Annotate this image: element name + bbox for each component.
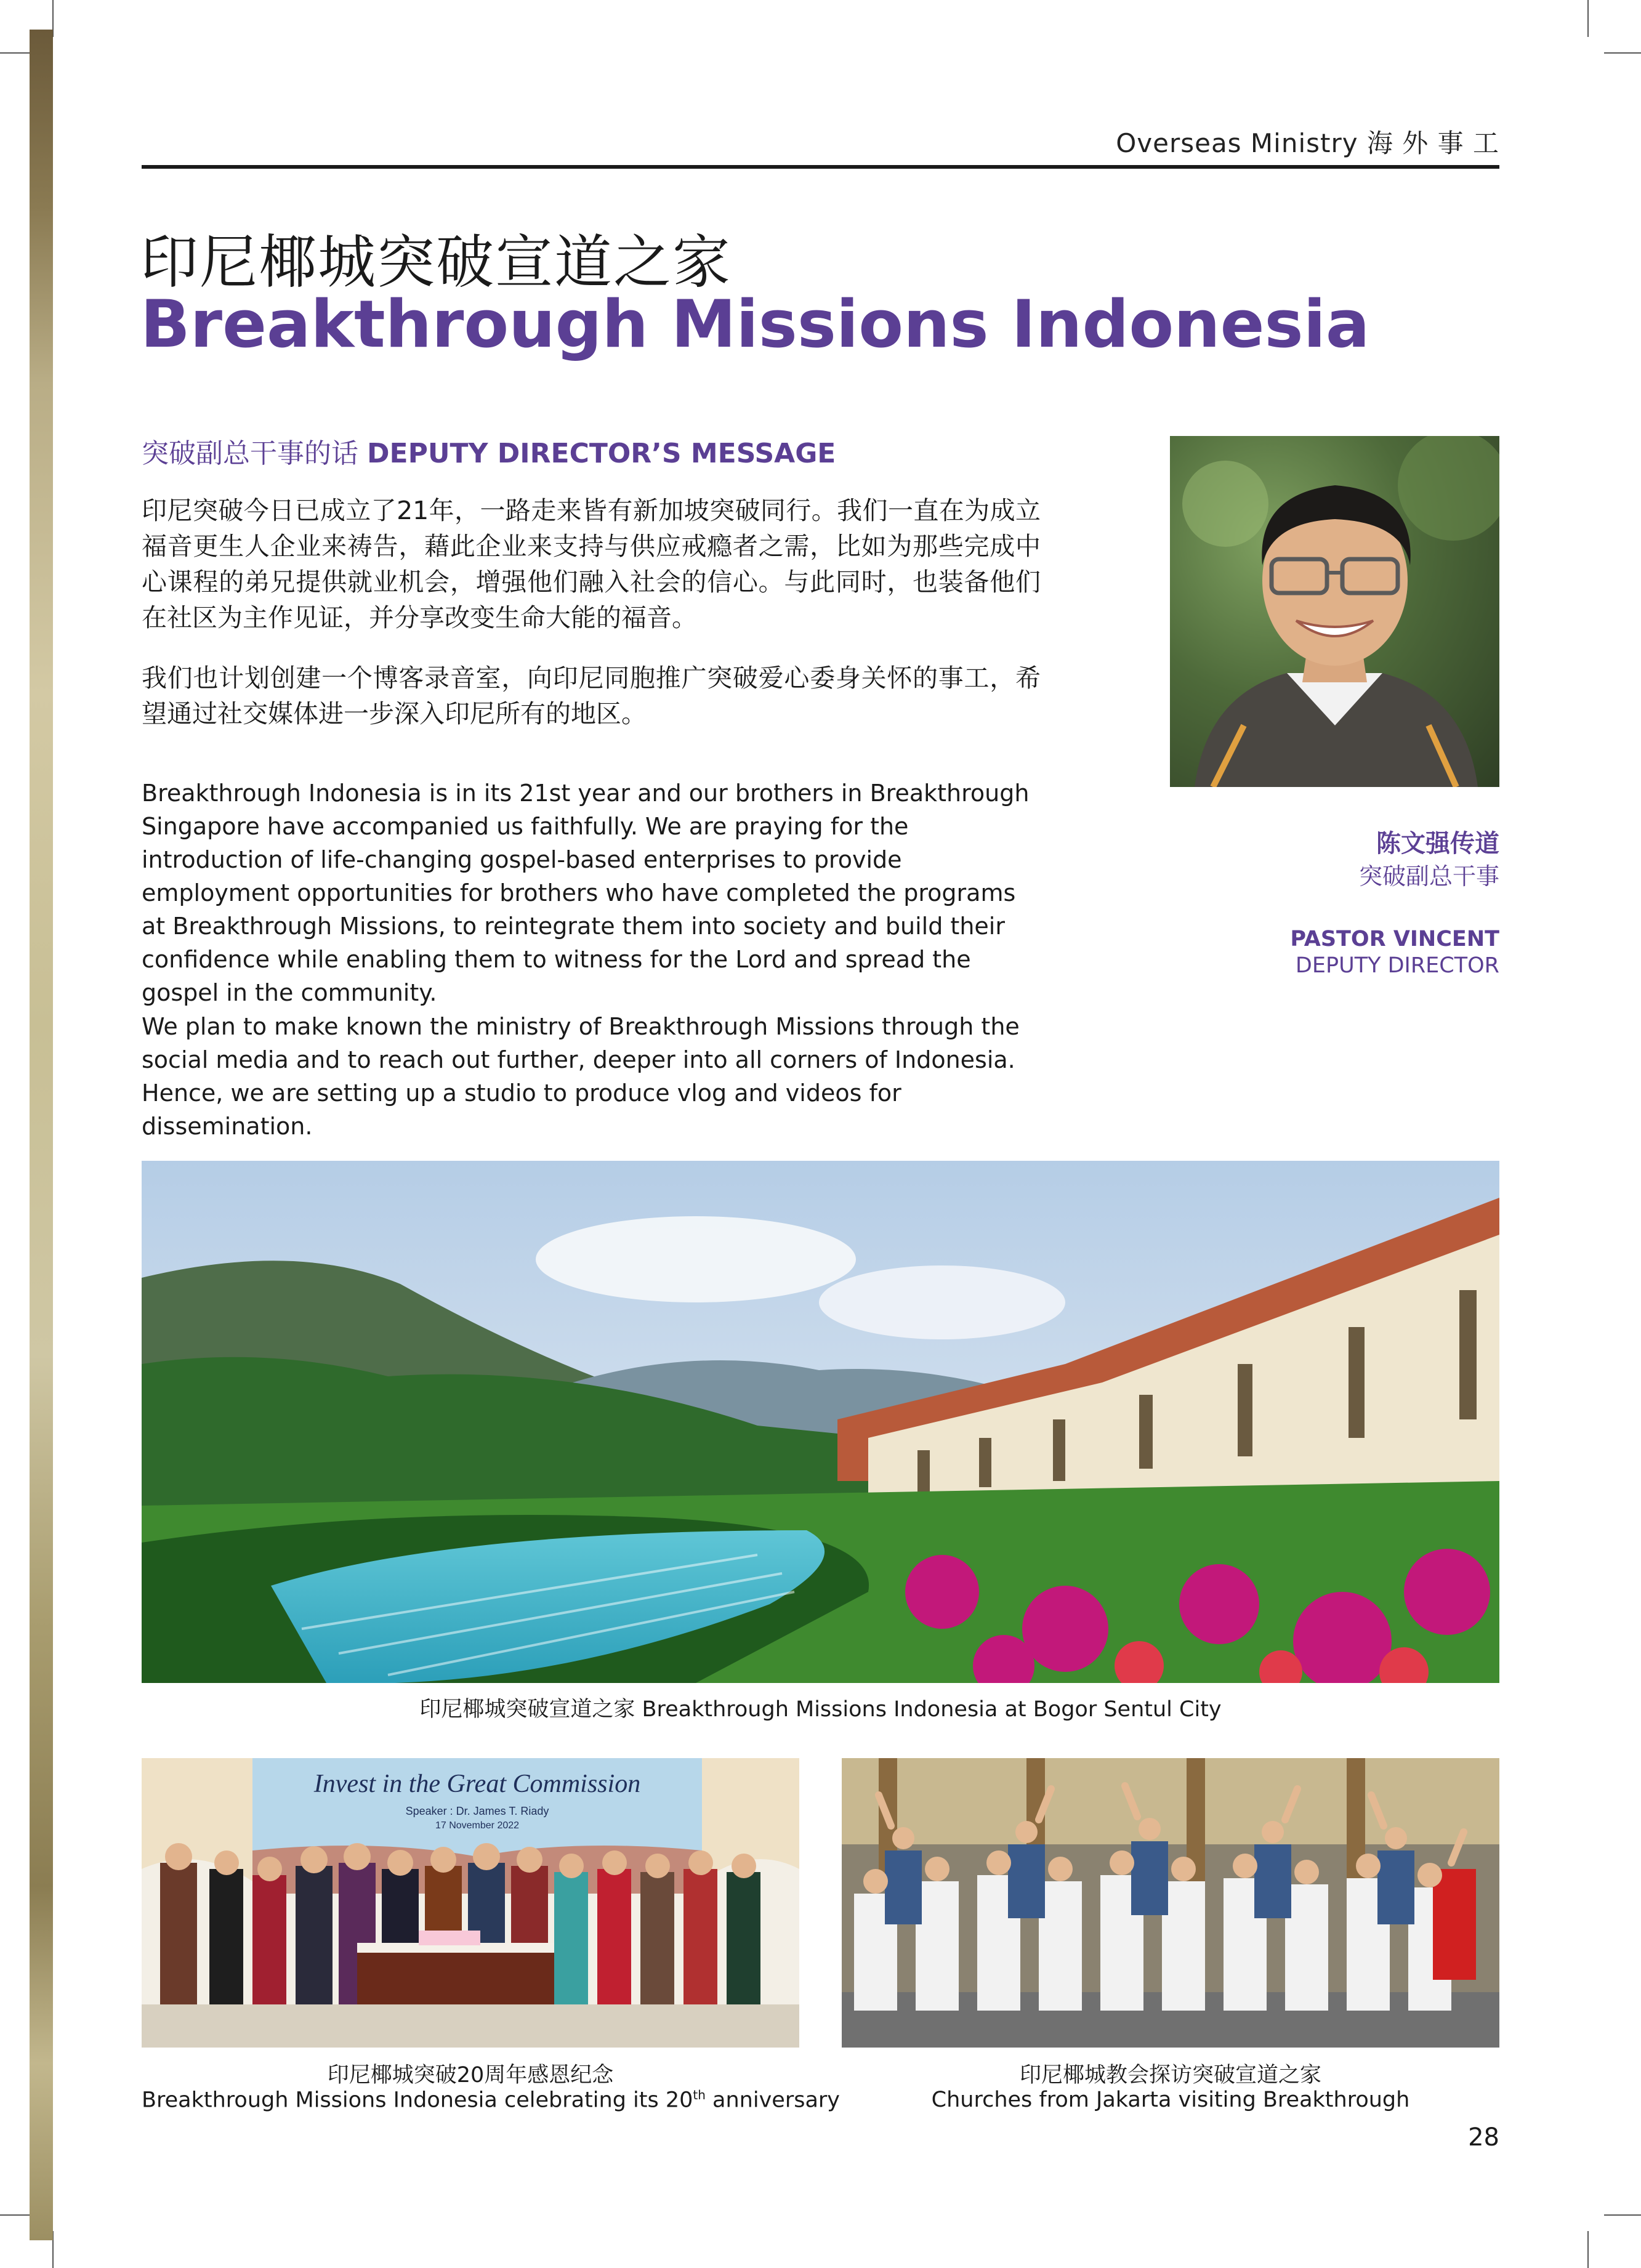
caption-left-en-text: Breakthrough Missions Indonesia celebrating its 20 bbox=[142, 2088, 693, 2113]
portrait-name-en: PASTOR VINCENT bbox=[1290, 927, 1499, 951]
crop-mark bbox=[1587, 2231, 1589, 2268]
banner-date: 17 November 2022 bbox=[435, 1820, 520, 1831]
caption-left-cn: 印尼椰城突破20周年感恩纪念 bbox=[327, 2063, 614, 2088]
body-paragraph-cn-2: 我们也计划创建一个博客录音室，向印尼同胞推广突破爱心委身关怀的事工，希望通过社交媒体进一步深入印尼所有的地区。 bbox=[142, 663, 1041, 728]
portrait-role-cn: 突破副总干事 bbox=[1358, 863, 1499, 890]
crop-mark bbox=[1604, 52, 1641, 54]
caption-left-en-sup: th bbox=[693, 2088, 706, 2102]
body-paragraph-en-2: We plan to make known the ministry of Breakthrough Missions through the social media and to reach out further, deeper into all corners of Indonesia. Hence, we are setting up a studio to produce vlog and videos for dissemination. bbox=[142, 1013, 1020, 1140]
page-title-chinese: 印尼椰城突破宣道之家 bbox=[140, 229, 732, 296]
photo-20th-anniversary bbox=[142, 1758, 799, 2048]
page-number: 28 bbox=[1468, 2123, 1499, 2152]
caption-main-photo: 印尼椰城突破宣道之家 Breakthrough Missions Indonesia at Bogor Sentul City bbox=[419, 1697, 1222, 1722]
section-heading-en: DEPUTY DIRECTOR’S MESSAGE bbox=[367, 438, 836, 469]
section-header: Overseas Ministry 海 外 事 工 bbox=[1116, 128, 1499, 158]
section-heading bbox=[142, 431, 836, 470]
caption-left-en-text-end: anniversary bbox=[705, 2088, 841, 2113]
caption-right-cn: 印尼椰城教会探访突破宣道之家 bbox=[1019, 2063, 1321, 2088]
portrait-role-en: DEPUTY DIRECTOR bbox=[1295, 953, 1499, 978]
crop-mark bbox=[1587, 0, 1589, 37]
photo-churches-visiting bbox=[842, 1758, 1499, 2048]
section-heading-cn: 突破副总干事的话 bbox=[142, 438, 358, 469]
portrait-name-cn: 陈文强传道 bbox=[1376, 829, 1499, 858]
portrait-photo bbox=[1170, 436, 1499, 787]
body-paragraph-en-1: Breakthrough Indonesia is in its 21st year and our brothers in Breakthrough Singapore have accompanied us faithfully. We are praying for the introduction of life-changing gospel-based enterprises to provide employment opportunities for brothers who have completed the programs at Breakthrough Missions, to reintegrate them into society and build their confidence while enabling them to witness for the Lord and spread the gospel in the community. bbox=[142, 780, 1030, 1006]
crop-mark bbox=[1604, 2214, 1641, 2216]
caption-left-en bbox=[142, 2088, 841, 2113]
header-rule bbox=[142, 165, 1499, 169]
photo-breakthrough-campus bbox=[142, 1161, 1499, 1683]
decorative-map-strip bbox=[30, 30, 53, 2240]
page-title-english: Breakthrough Missions Indonesia bbox=[140, 286, 1370, 362]
caption-right-en: Churches from Jakarta visiting Breakthrough bbox=[931, 2088, 1410, 2112]
body-paragraph-cn-1: 印尼突破今日已成立了21年，一路走来皆有新加坡突破同行。我们一直在为成立福音更生人企业来祷告，藉此企业来支持与供应戒瘾者之需，比如为那些完成中心课程的弟兄提供就业机会，增强他们融入社会的信心。与此同时，也装备他们在社区为主作见证，并分享改变生命大能的福音。 bbox=[142, 496, 1041, 632]
banner-title: Invest in the Great Commission bbox=[313, 1770, 641, 1798]
banner-speaker: Speaker : Dr. James T. Riady bbox=[405, 1805, 549, 1817]
